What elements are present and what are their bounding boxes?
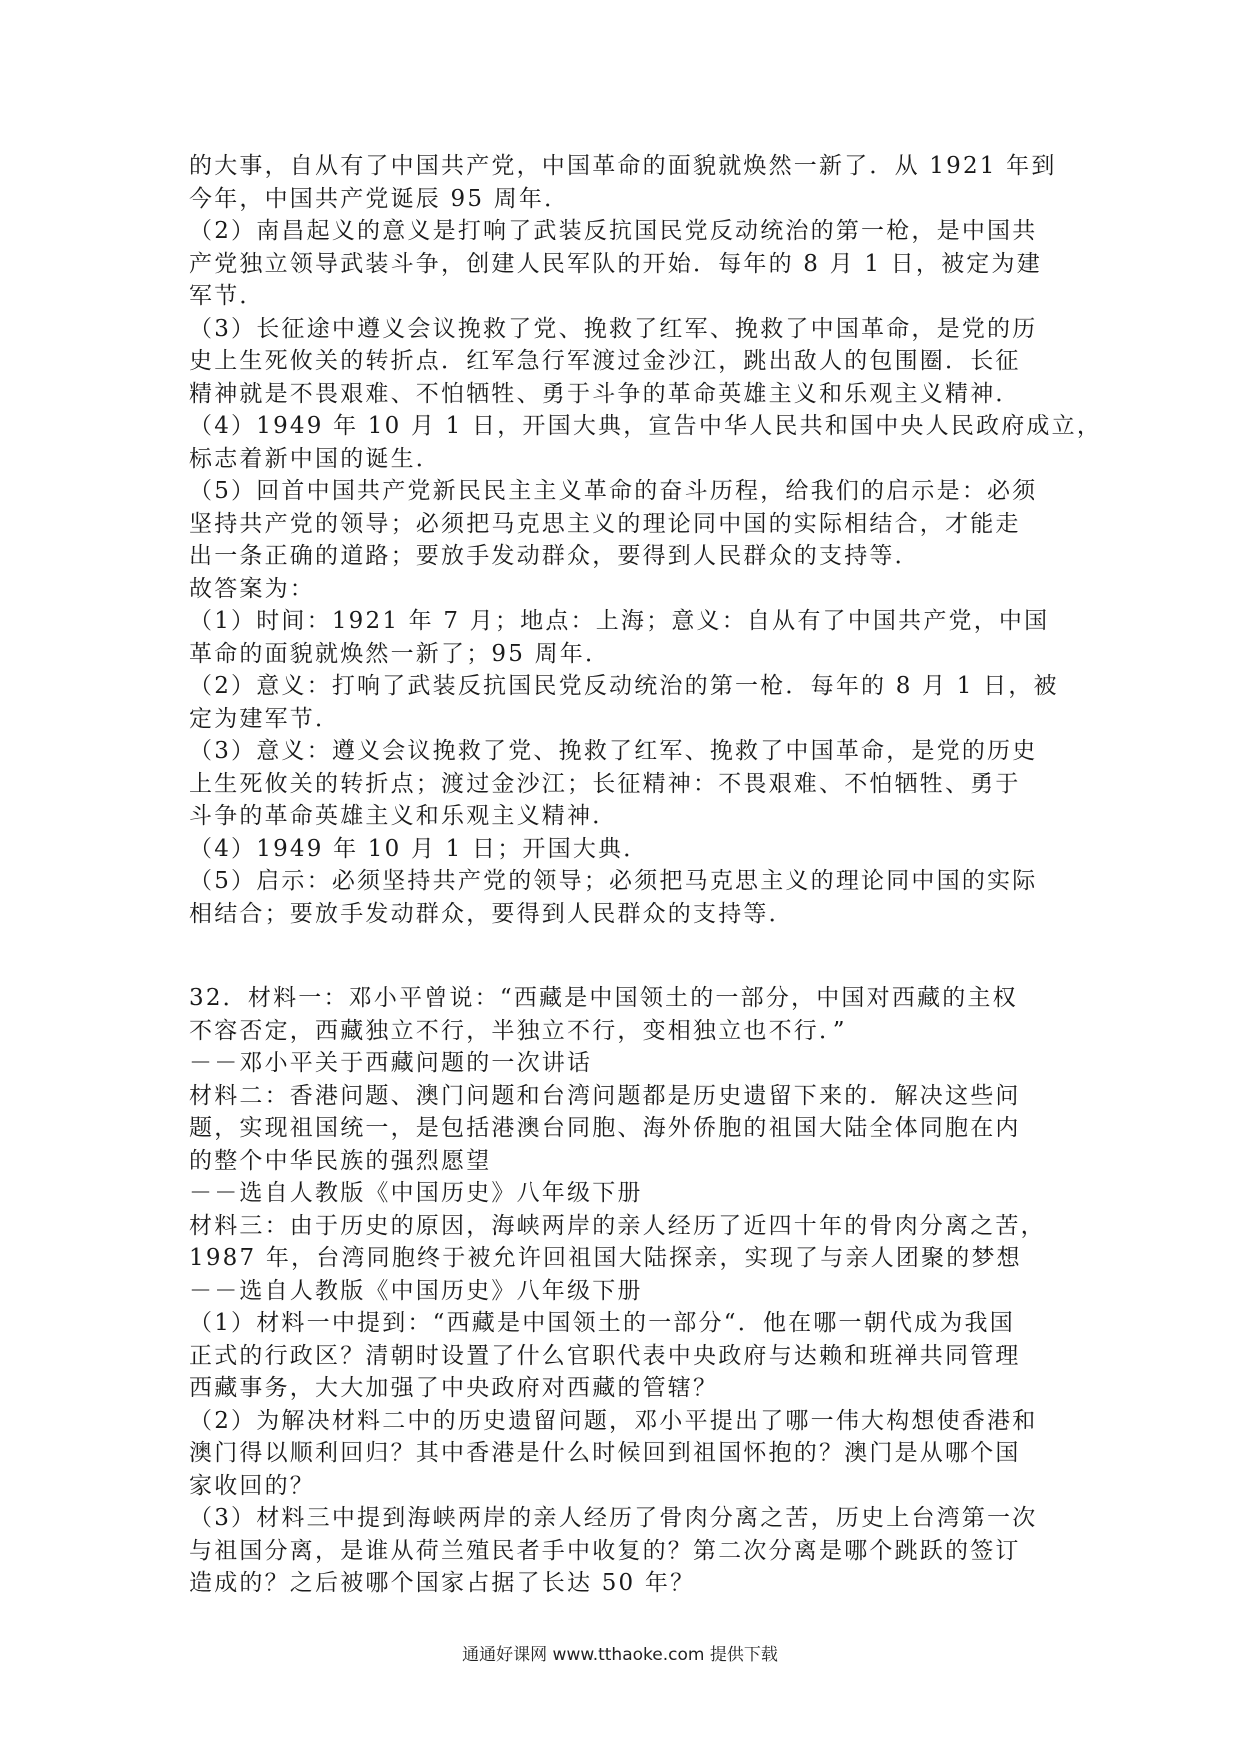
question-line: 家收回的？	[189, 1472, 315, 1499]
question-line: －－选自人教版《中国历史》八年级下册	[189, 1277, 643, 1304]
answer-line: 上生死攸关的转折点；渡过金沙江；长征精神：不畏艰难、不怕牺牲、勇于	[189, 770, 1021, 797]
question-line: 与祖国分离，是谁从荷兰殖民者手中收复的？第二次分离是哪个跳跃的签订	[189, 1537, 1021, 1564]
answer-line: 标志着新中国的诞生．	[189, 445, 441, 472]
question-line: 1987 年，台湾同胞终于被允许回祖国大陆探亲，实现了与亲人团聚的梦想	[189, 1245, 1022, 1271]
document-page	[189, 150, 1103, 1600]
answer-line: （4）1949 年 10 月 1 日；开国大典．	[189, 835, 649, 862]
answer-line: 故答案为：	[189, 575, 315, 602]
answer-line: （2）意义：打响了武装反抗国民党反动统治的第一枪．每年的 8 月 1 日，被	[189, 673, 1059, 699]
question-line: 西藏事务，大大加强了中央政府对西藏的管辖？	[189, 1375, 719, 1401]
question-line: 造成的？之后被哪个国家占据了长达 50 年？	[189, 1570, 696, 1596]
answer-line: 出一条正确的道路；要放手发动群众，要得到人民群众的支持等．	[189, 543, 920, 569]
question-line: －－选自人教版《中国历史》八年级下册	[189, 1180, 643, 1206]
answer-line: （5）启示：必须坚持共产党的领导；必须把马克思主义的理论同中国的实际	[189, 868, 1038, 894]
question-line: 不容否定，西藏独立不行，半独立不行，变相独立也不行．”	[189, 1017, 847, 1044]
answer-line: 定为建军节．	[189, 705, 341, 732]
answer-line: （1）时间：1921 年 7 月；地点：上海；意义：自从有了中国共产党，中国	[189, 608, 1050, 634]
answer-line: （3）意义：遵义会议挽救了党、挽救了红军、挽救了中国革命，是党的历史	[189, 738, 1038, 764]
answer-line: （5）回首中国共产党新民民主主义革命的奋斗历程，给我们的启示是：必须	[189, 478, 1038, 504]
answer-section	[189, 150, 1103, 930]
answer-line: （2）南昌起义的意义是打响了武装反抗国民党反动统治的第一枪，是中国共	[189, 218, 1038, 244]
question-line: 题，实现祖国统一，是包括港澳台同胞、海外侨胞的祖国大陆全体同胞在内	[189, 1115, 1021, 1141]
answer-line: 坚持共产党的领导；必须把马克思主义的理论同中国的实际相结合，才能走	[189, 510, 1021, 537]
page-footer: 通通好课网 www.tthaoke.com 提供下载	[462, 1645, 778, 1665]
question-line: 正式的行政区？清朝时设置了什么官职代表中央政府与达赖和班禅共同管理	[189, 1342, 1021, 1369]
answer-line: 相结合；要放手发动群众，要得到人民群众的支持等．	[189, 900, 794, 927]
answer-line: 革命的面貌就焕然一新了；95 周年．	[189, 640, 611, 667]
question-line: 材料二：香港问题、澳门问题和台湾问题都是历史遗留下来的．解决这些问	[189, 1082, 1021, 1109]
answer-line: （3）长征途中遵义会议挽救了党、挽救了红军、挽救了中国革命，是党的历	[189, 315, 1038, 342]
question-line: （2）为解决材料二中的历史遗留问题，邓小平提出了哪一伟大构想使香港和	[189, 1407, 1038, 1434]
answer-line: 今年，中国共产党诞辰 95 周年．	[189, 185, 570, 212]
question-line: 32．材料一：邓小平曾说：“西藏是中国领土的一部分，中国对西藏的主权	[189, 985, 1018, 1011]
answer-line: 斗争的革命英雄主义和乐观主义精神．	[189, 803, 618, 829]
section-gap	[189, 930, 1059, 982]
answer-line: （4）1949 年 10 月 1 日，开国大典，宣告中华人民共和国中央人民政府成立，	[189, 413, 1103, 439]
question-line: －－邓小平关于西藏问题的一次讲话	[189, 1050, 593, 1076]
answer-line: 史上生死攸关的转折点．红军急行军渡过金沙江，跳出敌人的包围圈．长征	[189, 348, 1021, 374]
question-line: 的整个中华民族的强烈愿望	[189, 1147, 492, 1174]
answer-line: 军节．	[189, 283, 265, 309]
answer-line: 精神就是不畏艰难、不怕牺牲、勇于斗争的革命英雄主义和乐观主义精神．	[189, 380, 1021, 407]
question-32-section	[189, 982, 1059, 1600]
answer-line: 的大事，自从有了中国共产党，中国革命的面貌就焕然一新了．从 1921 年到	[189, 153, 1057, 179]
question-line: （3）材料三中提到海峡两岸的亲人经历了骨肉分离之苦，历史上台湾第一次	[189, 1505, 1038, 1531]
answer-line: 产党独立领导武装斗争，创建人民军队的开始．每年的 8 月 1 日，被定为建	[189, 250, 1042, 277]
question-line: （1）材料一中提到：“西藏是中国领土的一部分“．他在哪一朝代成为我国	[189, 1310, 1015, 1336]
question-line: 材料三：由于历史的原因，海峡两岸的亲人经历了近四十年的骨肉分离之苦，	[189, 1212, 1046, 1239]
question-line: 澳门得以顺利回归？其中香港是什么时候回到祖国怀抱的？澳门是从哪个国	[189, 1440, 1021, 1466]
